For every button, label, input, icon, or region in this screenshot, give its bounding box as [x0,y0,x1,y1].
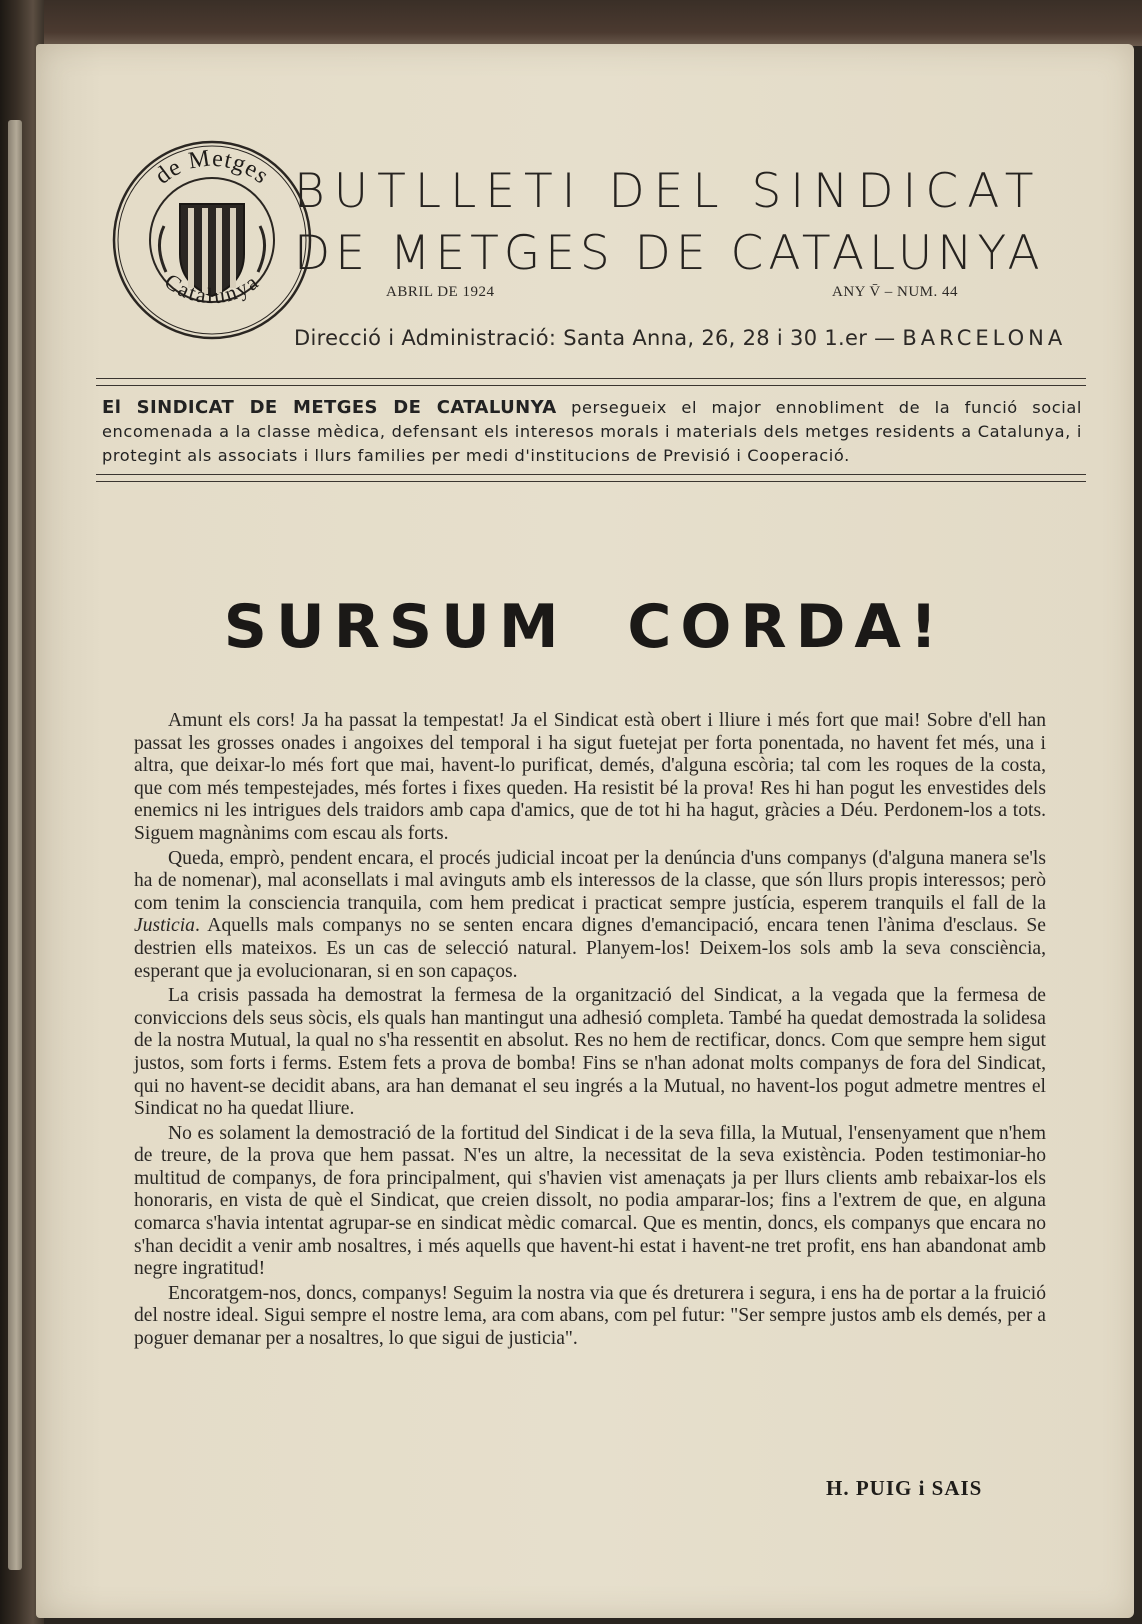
paragraph-2-text-a: Queda, emprò, pendent encara, el procés judicial incoat per la denúncia d'uns companys (d'alguna manera se'ls ha de nomenar), mal aconsellats i mal avinguts amb els interessos de la classe, que són llurs propis interessos; però com tenim la consciencia tranquila, com hem predicat i practicat sempre justícia, esperem tranquils el fall de la [134,847,1046,914]
article-signature: H. PUIG i SAIS [826,1476,983,1500]
masthead-title-line1: BUTLLETI DEL SINDICAT [294,164,1043,219]
address-city: BARCELONA [902,326,1067,350]
issue-number: ANY V̄ – NUM. 44 [832,284,958,300]
article-headline: SURSUM CORDA! [223,592,947,662]
article-paragraph-2 [134,848,1046,984]
address-text: Direcció i Administració: Santa Anna, 26, 28 i 30 1.er — [294,326,903,350]
paragraph-2-text-b: . Aquells mals companys no se senten encara dignes d'emancipació, encara tenen l'ànima d'esclaus. Se destrien ells mateixos. Es un cas de selecció natural. Planyem-los! Deixem-los sols amb la seva consciència, esperant que ja evolucionaran, si en son capaços. [134,915,1046,982]
article-paragraph-5: Encoratgem-nos, doncs, companys! Seguim la nostra via que és dreturera i segura, i ens ha de portar a la fruició del nostre ideal. Sigui sempre el nostre lema, ara com abans, com pel futur: "Ser sempre justos amb els demés, per a poguer demanar per a nosaltres, lo que sigui de justicia". [134,1282,1046,1350]
article-paragraph-4: No es solament la demostració de la fortitud del Sindicat i de la seva filla, la Mutual, l'ensenyament que n'hem de treure, de la prova que hem passat. N'es un altre, la necessitat de la seva existència. Poden testimoniar-ho multitud de companys, de fora principalment, qui s'havien vist amenaçats ja per llurs clients amb rebaixar-los els honoraris, en vista de què el Sindicat, que creien dissolt, no podia amparar-los; fins a l'extrem de que, en alguna comarca s'havia intentat agrupar-se en sindicat mèdic comarcal. Que es mentin, doncs, els companys que encara no s'han decidit a venir amb nosaltres, i més aquells que havent-hi estat i havent-ne tret profit, ens han abandonat amb negre ingratitud! [134,1122,1046,1280]
divider-bottom [96,474,1086,482]
article-body [134,710,1046,1351]
publisher-address [294,326,1094,350]
issue-date: ABRIL DE 1924 [386,284,495,300]
spine-page-edge [8,120,22,1570]
binding-top-edge [0,0,1142,46]
article-paragraph-3: La crisis passada ha demostrat la fermesa de la organització del Sindicat, a la vegada que la fermesa de conviccions dels seus sòcis, els quals han mantingut una adhesió completa. També ha quedat demostrada la solidesa de la nostra Mutual, la qual no s'ha ressentit en absolut. Res no hem de rectificar, doncs. Com que sempre hem sigut justos, som forts i ferms. Estem fets a prova de bomba! Fins se n'han adonat molts companys de fora del Sindicat, qui no havent-se decidit abans, ara han demanat el seu ingrés a la Mutual, no havent-los pogut admetre mentres el Sindicat no ha quedat lliure. [134,985,1046,1120]
document-page [36,44,1134,1618]
sindicat-seal-icon [108,136,316,344]
mission-statement [102,396,1082,468]
seal-top-text: de Metges [150,145,274,190]
seal-bottom-text: Catalunya [159,268,265,309]
masthead-title-line2: DE METGES DE CATALUNYA [294,226,1045,281]
divider-top [96,378,1086,386]
mission-text: persegueix el major ennobliment de la funció social encomenada a la classe mèdica, defensant els interesos morals i materials dels metges residents a Catalunya, i protegint als associats i llurs families per medi d'institucions de Previsió i Cooperació. [102,398,1082,465]
seal-graphic [108,136,316,344]
mission-org-name: El SINDICAT DE METGES DE CATALUNYA [102,397,557,418]
masthead [294,164,1094,282]
page-content [36,44,1134,1618]
paragraph-2-italic: Justicia [134,915,195,937]
article-paragraph-1: Amunt els cors! Ja ha passat la tempestat! Ja el Sindicat està obert i lliure i més fort que mai! Sobre d'ell han passat les grosses onades i angoixes del temporal i ha sigut fuetejat per forta ponentada, no havent fet més, una i altra, que deixar-lo més fort que mai, havent-lo purificat, demés, d'alguna escòria; tal com les roques de la costa, que com més tempestejades, més fortes i fixes queden. Ha resistit bé la prova! Res hi han pogut les envestides dels enemics ni les intrigues dels traidors amb capa d'amics, que de tot hi ha hagut, gràcies a Déu. Perdonem-los a tots. Siguem magnànims com escau als forts. [134,710,1046,844]
